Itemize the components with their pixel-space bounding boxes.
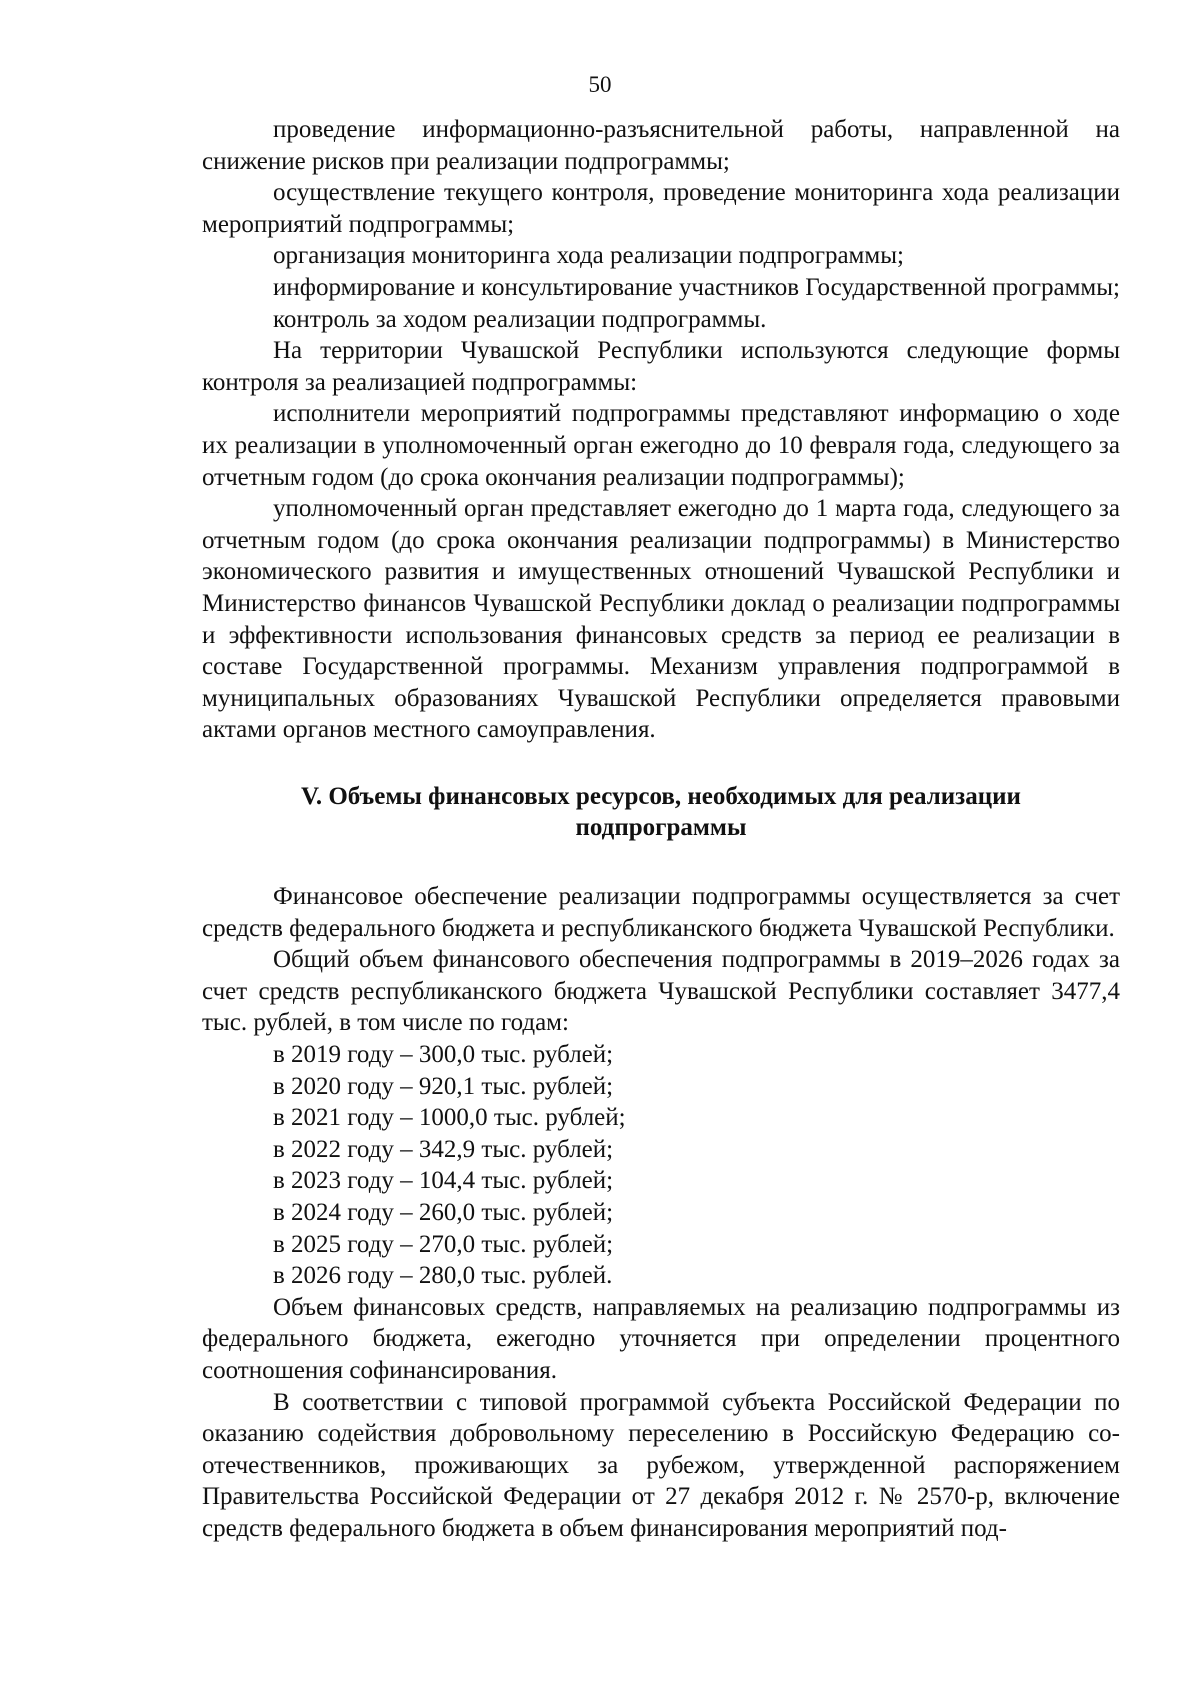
paragraph-current-control: осуществление текущего контроля, проведение мониторинга хода реализации мероприятий подпрограммы; <box>202 179 1120 238</box>
funding-by-year-list <box>202 1039 1120 1292</box>
paragraph-control-forms: На территории Чувашской Республики используются следующие формы контроля за реализацией подпрограммы: <box>202 337 1120 396</box>
section-heading: V. Объемы финансовых ресурсов, необходимых для реализации подпрограммы <box>301 782 1021 842</box>
paragraph-financing-sources: Финансовое обеспечение реализации подпрограммы осуществляется за счет средств федерального бюджета и республиканского бюджета Чувашской Республики. <box>202 883 1120 942</box>
paragraph-risk-reduction: проведение информационно-разъяснительной работы, направленной на снижение рисков при реализации подпрограммы; <box>202 116 1120 175</box>
paragraph-federal-volume: Объем финансовых средств, направляемых на реализацию подпрограммы из федерального бюджета, ежегодно уточняется при определении процентного соотношения софинансирования. <box>202 1293 1120 1384</box>
funding-year-2026: в 2026 году – 280,0 тыс. рублей. <box>273 1262 613 1290</box>
paragraph-authorized-body-report: уполномоченный орган представляет ежегодно до 1 марта года, следующего за отчетным годом (до срока окончания реализации подпрограммы) в Министерство экономического развития и имущественных отношений Чувашской Республики и Министерство финансов Чувашской Республики доклад о реализации подпрограммы и эффективности использования финансовых средств за период ее реализации в составе Государственной программы. Механизм управления подпрограммой в муниципальных образованиях Чувашской Республики определяется правовыми актами органов местного самоуправления. <box>202 495 1120 744</box>
paragraph-monitoring: организация мониторинга хода реализации подпрограммы; <box>273 242 904 270</box>
funding-year-2025: в 2025 году – 270,0 тыс. рублей; <box>273 1230 614 1258</box>
funding-year-2022: в 2022 году – 342,9 тыс. рублей; <box>273 1135 614 1163</box>
funding-year-2021: в 2021 году – 1000,0 тыс. рублей; <box>273 1104 626 1132</box>
funding-year-2020: в 2020 году – 920,1 тыс. рублей; <box>273 1072 614 1100</box>
funding-year-2024: в 2024 году – 260,0 тыс. рублей; <box>273 1199 614 1226</box>
paragraph-informing: информирование и консультирование участников Государственной программы; <box>273 273 1120 301</box>
funding-year-2023: в 2023 году – 104,4 тыс. рублей; <box>273 1167 614 1195</box>
paragraph-total-volume: Общий объем финансового обеспечения подпрограммы в 2019–2026 годах за счет средств республиканского бюджета Чувашской Республики составляет 3477,4 тыс. рублей, в том числе по годам: <box>202 946 1120 1037</box>
document-body <box>202 114 1120 1545</box>
paragraph-control: контроль за ходом реализации подпрограммы. <box>273 305 767 333</box>
paragraph-executors-report: исполнители мероприятий подпрограммы представляют информацию о ходе их реализации в уполномоченный орган ежегодно до 10 февраля года, следующего за отчетным годом (до срока окончания реализации подпрограммы); <box>202 400 1120 491</box>
page-number: 50 <box>588 72 612 97</box>
paragraph-typical-program: В соответствии с типовой программой субъекта Российской Федерации по оказанию содействия добровольному переселению в Российскую Федерацию соотечественников, проживающих за рубежом, утвержденной распоряжением Правительства Российской Федерации от 27 декабря 2012 г. № 2570-р, включение средств федерального бюджета в объем финансирования мероприятий под- <box>202 1388 1120 1542</box>
funding-year-2019: в 2019 году – 300,0 тыс. рублей; <box>273 1041 614 1069</box>
